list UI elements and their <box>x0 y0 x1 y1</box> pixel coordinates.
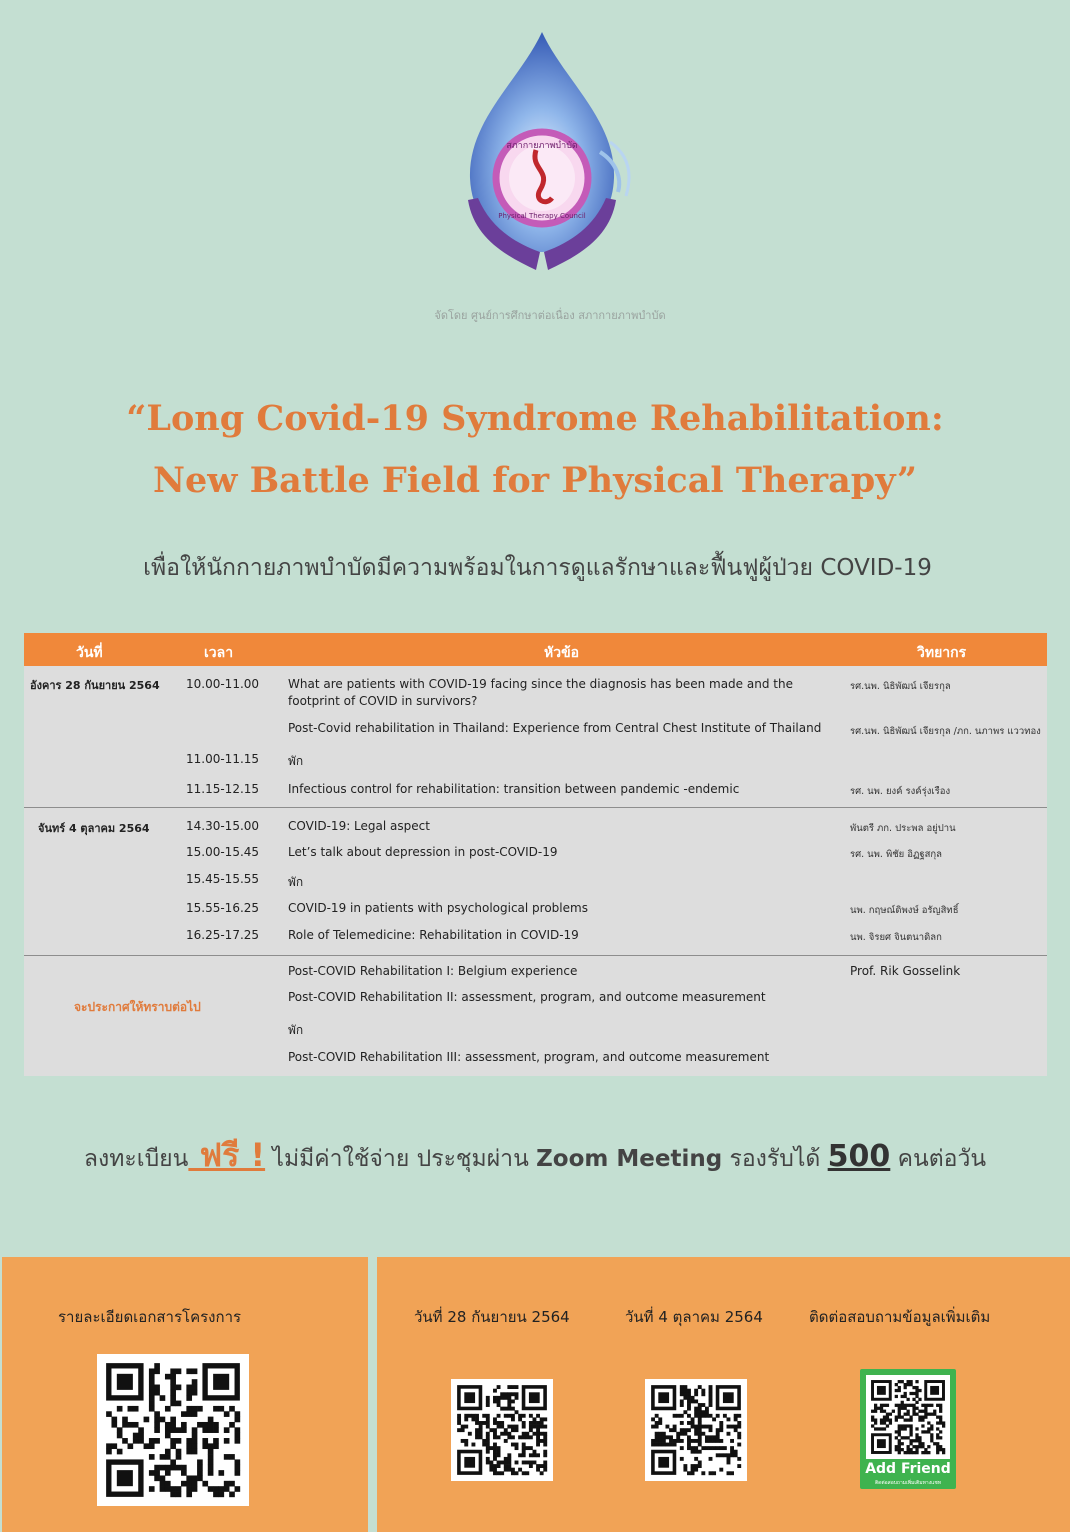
qr-code-icon <box>451 1379 553 1481</box>
day2-row3-time: 15.45-15.55 <box>186 872 260 886</box>
day1-row4-topic: Infectious control for rehabilitation: transition between pandemic -endemic <box>288 782 740 796</box>
add-friend-label: Add Friend <box>865 1461 951 1477</box>
event-title <box>0 388 1070 512</box>
organizer-text: จัดโดย ศูนย์การศึกษาต่อเนื่อง สภากายภาพบำบัด <box>434 309 666 322</box>
project-doc-label: รายละเอียดเอกสารโครงการ <box>58 1308 242 1326</box>
day2-row1-topic: COVID-19: Legal aspect <box>288 819 430 833</box>
event-title-line1: “Long Covid-19 Syndrome Rehabilitation: <box>126 398 944 439</box>
capacity-prefix: รองรับได้ <box>722 1146 828 1172</box>
event-subtitle: เพื่อให้นักกายภาพบำบัดมีความพร้อมในการดูแลรักษาและฟื้นฟูผู้ป่วย COVID-19 <box>143 555 932 581</box>
day3-row3-topic: พัก <box>288 1023 304 1037</box>
day2-row5-speaker: นพ. จิรยศ จินตนาดิลก <box>850 932 942 943</box>
add-friend-sublabel: ติดต่อสอบถามเพิ่มเติมทางแชท <box>874 1480 942 1486</box>
day2-row4-topic: COVID-19 in patients with psychological problems <box>288 901 588 915</box>
registration-middle: ไม่มีค่าใช้จ่าย ประชุมผ่าน <box>265 1146 537 1172</box>
project-doc-qr[interactable] <box>97 1354 249 1506</box>
day1-row4-time: 11.15-12.15 <box>186 782 260 796</box>
day2-row5-topic: Role of Telemedicine: Rehabilitation in COVID-19 <box>288 928 579 942</box>
event-title-line2: New Battle Field for Physical Therapy” <box>153 460 917 501</box>
schedule-header-row <box>24 633 1047 666</box>
qr-code-icon <box>866 1375 950 1459</box>
day3-row2-topic: Post-COVID Rehabilitation II: assessment, program, and outcome measurement <box>288 990 766 1004</box>
day2-row4-speaker: นพ. กฤษณ์ดิพงษ์ อรัญสิทธิ์ <box>850 905 959 916</box>
registration-suffix: คนต่อวัน <box>890 1146 987 1172</box>
day-divider <box>24 955 1047 956</box>
day2-row4-time: 15.55-16.25 <box>186 901 260 915</box>
day1-row1-speaker: รศ.นพ. นิธิพัฒน์ เจียรกุล <box>850 681 951 692</box>
day1-row3-topic: พัก <box>288 754 304 768</box>
day1-row1-time: 10.00-11.00 <box>186 677 260 691</box>
registration-prefix: ลงทะเบียน <box>83 1146 189 1172</box>
day2-registration-qr[interactable] <box>645 1379 747 1481</box>
day3-row1-topic: Post-COVID Rehabilitation I: Belgium experience <box>288 964 578 978</box>
zoom-meeting-text: Zoom Meeting <box>536 1146 723 1172</box>
day1-registration-qr[interactable] <box>451 1379 553 1481</box>
schedule-table <box>24 633 1047 1076</box>
day2-row2-topic: Let’s talk about depression in post-COVID-19 <box>288 845 558 859</box>
day2-label: วันที่ 4 ตุลาคม 2564 <box>625 1308 763 1326</box>
footer-panel-project <box>2 1257 368 1532</box>
registration-line <box>0 1130 1070 1181</box>
day3-row4-topic: Post-COVID Rehabilitation III: assessment, program, and outcome measurement <box>288 1050 770 1064</box>
day2-row1-speaker: พันตรี ภก. ประพล อยู่ปาน <box>850 823 956 834</box>
day-divider <box>24 807 1047 808</box>
day1-row4-speaker: รศ. นพ. ยงค์ รงค์รุ่งเรือง <box>850 786 951 797</box>
physical-therapy-council-logo <box>460 30 640 280</box>
capacity-number: 500 <box>827 1139 891 1174</box>
day2-row3-topic: พัก <box>288 875 304 889</box>
day1-row3-time: 11.00-11.15 <box>186 752 260 766</box>
day2-row1-time: 14.30-15.00 <box>186 819 260 833</box>
day2-row2-speaker: รศ. นพ. พิชัย อิฏฐสกุล <box>850 849 942 860</box>
line-add-friend-card[interactable] <box>860 1369 956 1489</box>
day2-date: จันทร์ 4 ตุลาคม 2564 <box>38 822 150 835</box>
contact-label: ติดต่อสอบถามข้อมูลเพิ่มเติม <box>809 1308 991 1326</box>
day2-row2-time: 15.00-15.45 <box>186 845 260 859</box>
logo-english-text: Physical Therapy Council <box>498 212 586 220</box>
day1-date: อังคาร 28 กันยายน 2564 <box>30 679 160 692</box>
header-time: เวลา <box>204 645 234 661</box>
logo-thai-text: สภากายภาพบำบัด <box>506 141 578 151</box>
day1-row1-topic: What are patients with COVID-19 facing since the diagnosis has been made and the footprint of COVID in survivors? <box>288 677 793 708</box>
footer-panel-links <box>377 1257 1070 1532</box>
day1-label: วันที่ 28 กันยายน 2564 <box>414 1308 570 1326</box>
day1-row2-speaker: รศ.นพ. นิธิพัฒน์ เจียรกุล /ภก. นภาพร แววทอง <box>850 726 1041 737</box>
day2-row5-time: 16.25-17.25 <box>186 928 260 942</box>
header-topic: หัวข้อ <box>544 645 580 661</box>
tba-date-label: จะประกาศให้ทราบต่อไป <box>74 1000 201 1014</box>
day1-row2-topic: Post-Covid rehabilitation in Thailand: Experience from Central Chest Institute of Thailand <box>288 721 822 735</box>
qr-code-icon <box>97 1354 249 1506</box>
header-date: วันที่ <box>76 645 103 661</box>
day3-row1-speaker: Prof. Rik Gosselink <box>850 964 961 978</box>
qr-code-icon <box>645 1379 747 1481</box>
header-speaker: วิทยากร <box>917 645 967 661</box>
free-badge: ฟรี ! <box>188 1136 266 1174</box>
